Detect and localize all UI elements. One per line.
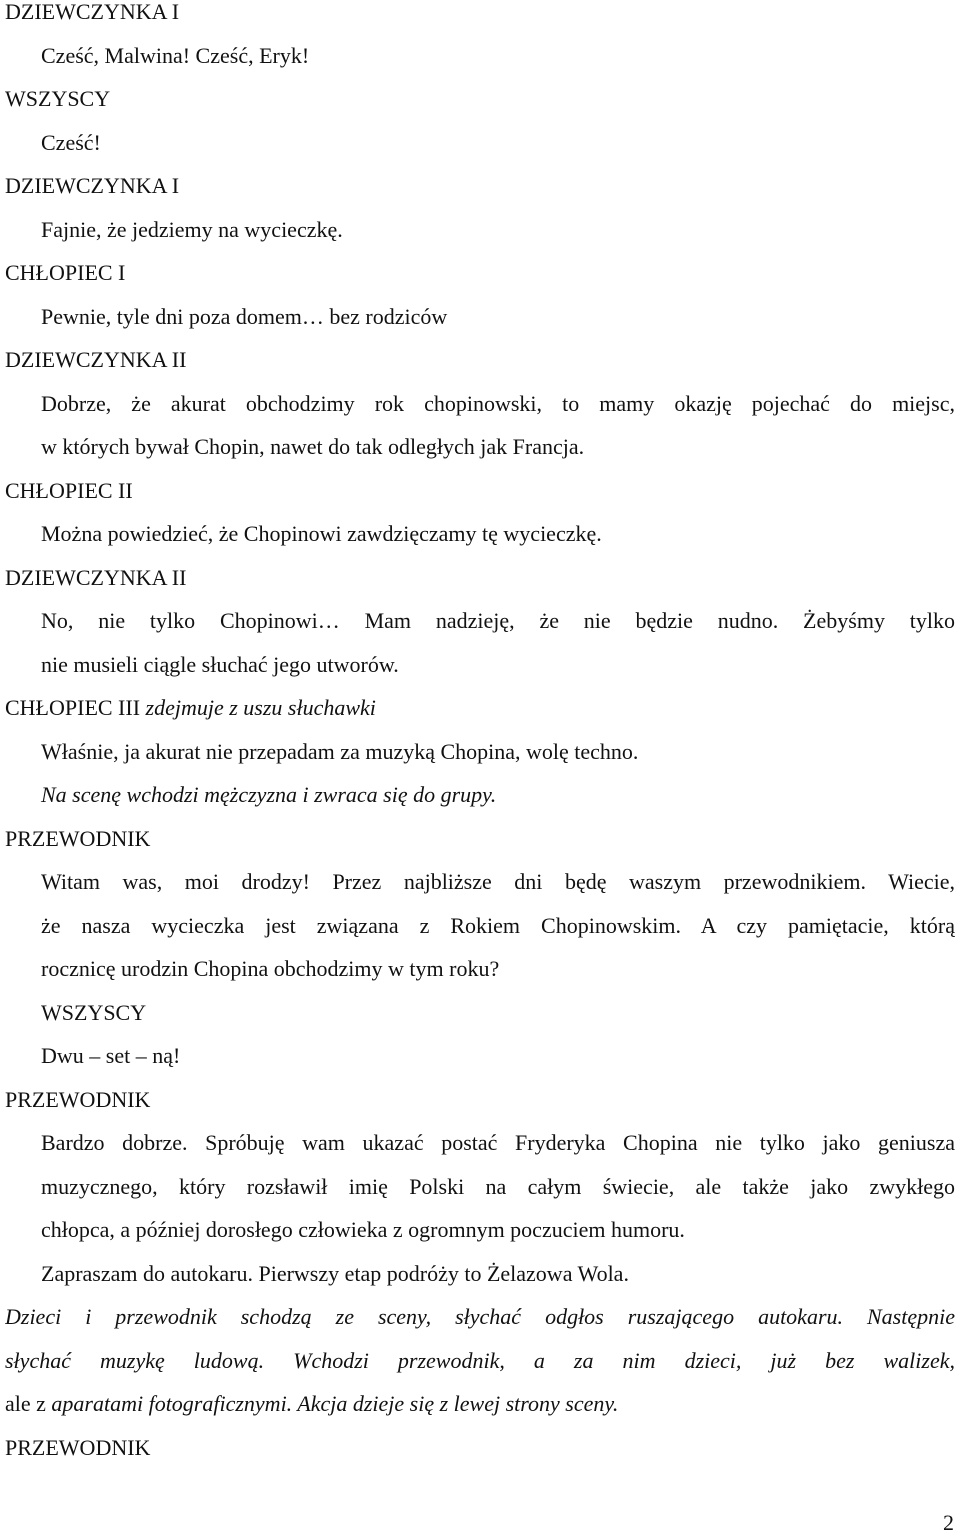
speaker-label: DZIEWCZYNKA II xyxy=(5,564,187,590)
dialogue-line: Cześć! xyxy=(41,129,101,155)
speaker-label: CHŁOPIEC II xyxy=(5,477,133,503)
dialogue-line: Fajnie, że jedziemy na wycieczkę. xyxy=(41,216,343,242)
stage-direction: aparatami fotograficznymi. Akcja dzieje się z lewej strony sceny. xyxy=(51,1391,619,1416)
stage-direction-prefix: ale z xyxy=(5,1391,46,1416)
dialogue-line: Cześć, Malwina! Cześć, Eryk! xyxy=(41,42,310,68)
speaker-label: DZIEWCZYNKA I xyxy=(5,173,180,198)
speaker-label: CHŁOPIEC III xyxy=(5,695,141,720)
dialogue-line: Można powiedzieć, że Chopinowi zawdzięczamy tę wycieczkę. xyxy=(41,521,602,546)
dialogue-line: No, nie tylko Chopinowi… Mam nadzieję, że nie będzie nudno. Żebyśmy tylko xyxy=(41,608,955,633)
dialogue-line: Bardzo dobrze. Spróbuję wam ukazać postać Fryderyka Chopina nie tylko jako geniusza xyxy=(41,1130,955,1155)
dialogue-line: nie musieli ciągle słuchać jego utworów. xyxy=(41,651,399,677)
stage-direction: Dzieci i przewodnik schodzą ze sceny, słychać odgłos ruszającego autokaru. Następnie xyxy=(5,1304,955,1329)
dialogue-line: że nasza wycieczka jest związana z Rokiem Chopinowskim. A czy pamiętacie, którą xyxy=(41,912,955,938)
dialogue-line: Dobrze, że akurat obchodzimy rok chopinowski, to mamy okazję pojechać do miejsc, xyxy=(41,390,955,416)
speaker-label: PRZEWODNIK xyxy=(5,825,151,851)
speaker-label: WSZYSCY xyxy=(41,999,147,1025)
dialogue-line: chłopca, a później dorosłego człowieka z ogromnym poczuciem humoru. xyxy=(41,1217,685,1242)
page-number: 2 xyxy=(943,1510,954,1535)
dialogue-line: Witam was, moi drodzy! Przez najbliższe dni będę waszym przewodnikiem. Wiecie, xyxy=(41,869,955,894)
dialogue-line: Właśnie, ja akurat nie przepadam za muzyką Chopina, wolę techno. xyxy=(41,738,639,764)
speaker-label: DZIEWCZYNKA II xyxy=(5,347,187,372)
stage-direction: Na scenę wchodzi mężczyzna i zwraca się do grupy. xyxy=(41,782,497,807)
dialogue-line: rocznicę urodzin Chopina obchodzimy w tym roku? xyxy=(41,956,500,981)
stage-direction: zdejmuje z uszu słuchawki xyxy=(145,695,376,720)
dialogue-line: Dwu – set – ną! xyxy=(41,1043,181,1068)
stage-direction: słychać muzykę ludową. Wchodzi przewodnik, a za nim dzieci, już bez walizek, xyxy=(5,1347,955,1373)
script-page xyxy=(5,0,955,1469)
stage-direction-line xyxy=(5,1382,955,1426)
speaker-label: PRZEWODNIK xyxy=(5,1434,151,1460)
speaker-label-with-direction xyxy=(5,686,955,730)
dialogue-line: muzycznego, który rozsławił imię Polski na całym świecie, ale także jako zwykłego xyxy=(41,1173,955,1199)
speaker-label: CHŁOPIEC I xyxy=(5,260,126,285)
speaker-label: DZIEWCZYNKA I xyxy=(5,0,180,24)
speaker-label: PRZEWODNIK xyxy=(5,1086,151,1112)
dialogue-line: Pewnie, tyle dni poza domem… bez rodziców xyxy=(41,303,448,329)
dialogue-line: Zapraszam do autokaru. Pierwszy etap podróży to Żelazowa Wola. xyxy=(41,1260,629,1286)
dialogue-line: w których bywał Chopin, nawet do tak odległych jak Francja. xyxy=(41,434,585,459)
speaker-label: WSZYSCY xyxy=(5,86,111,111)
